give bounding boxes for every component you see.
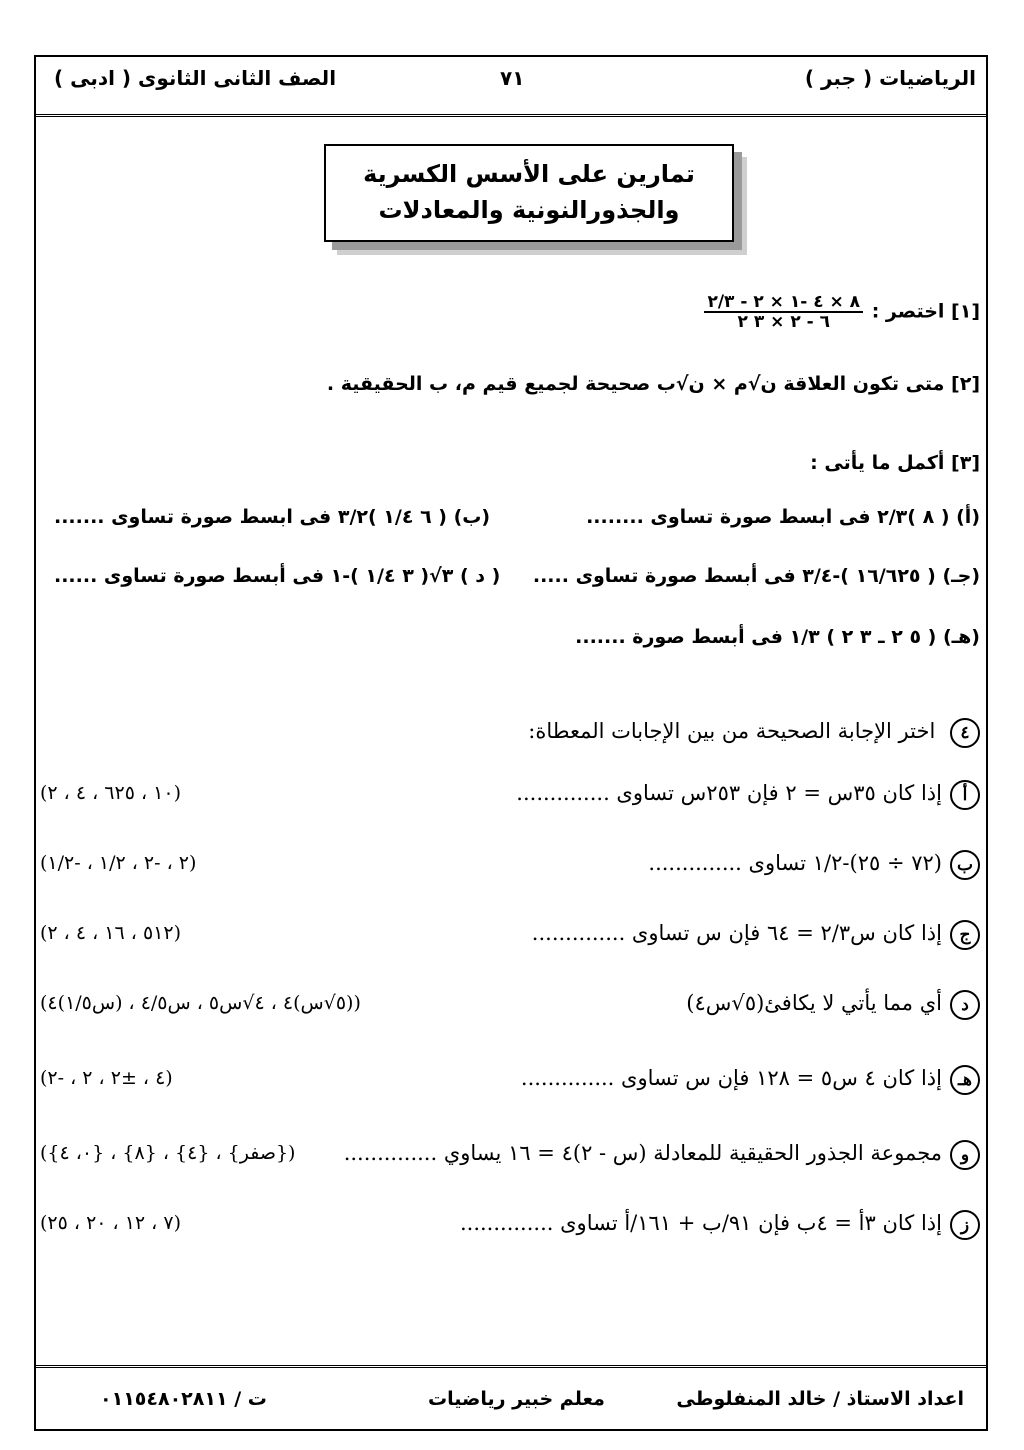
header-subject: الرياضيات ( جبر ) <box>804 66 976 90</box>
title-line-1: تمارين على الأسس الكسرية <box>363 160 695 188</box>
question-4-heading <box>528 718 980 748</box>
mcq-item <box>344 1140 980 1170</box>
mcq-item <box>686 990 980 1020</box>
mcq-item-options: (٥١٢ ، ١٦ ، ٤ ، ٢) <box>40 922 181 944</box>
title-line-2: والجذورالنونية والمعادلات <box>378 196 680 224</box>
mcq-item-letter: هـ <box>950 1065 980 1095</box>
footer-role: معلم خبير رياضيات <box>428 1388 605 1410</box>
question-3c: (جـ) ( ١٦/٦٢٥ )‑٣/٤ فى أبسط صورة تساوى ..... <box>532 565 980 587</box>
mcq-item-letter: د <box>950 990 980 1020</box>
question-1-numerator: ٨ × ٤ ‑١ × ٢ ‑ ٢/٣ <box>704 293 863 313</box>
question-4-number: ٤ <box>950 718 980 748</box>
header-page-number: ٧١ <box>500 66 525 90</box>
mcq-item-options: (٧ ، ١٢ ، ٢٠ ، ٢٥) <box>40 1212 181 1234</box>
mcq-item-question: إذا كان ٣٥س = ٢ فإن ٢٥٣س تساوى .............. <box>516 781 942 805</box>
question-1-label: [١] اختصر : <box>871 300 980 323</box>
question-1-denominator: ٦ ‑ ٢ × ٣ ٢ <box>737 312 830 332</box>
header-rule <box>36 114 986 117</box>
question-4-label: اختر الإجابة الصحيحة من بين الإجابات المعطاة: <box>528 719 936 743</box>
mcq-item <box>521 1065 980 1095</box>
question-2: [٢] متى تكون العلاقة ن√م × ن√ب صحيحة لجميع قيم م، ب الحقيقية . <box>326 373 980 395</box>
title-box <box>324 144 734 242</box>
mcq-item-options: (١٠ ، ٦٢٥ ، ٤ ، ٢) <box>40 782 181 804</box>
mcq-item <box>532 920 980 950</box>
footer-author: اعداد الاستاذ / خالد المنفلوطى <box>676 1388 964 1410</box>
mcq-item-letter: ز <box>950 1210 980 1240</box>
mcq-item-question: أي مما يأتي لا يكافئ(٥√س٤) <box>686 991 942 1015</box>
question-3d: ( د ) ٣√( ٣ ١/٤ )‑١ فى أبسط صورة تساوى ...... <box>54 565 501 587</box>
mcq-item-options: ((٥√س)٤ ، ٤√س٥ ، س٤/٥ ، (س١/٥)٤) <box>40 992 361 1014</box>
mcq-item-letter: ج <box>950 920 980 950</box>
mcq-item-letter: و <box>950 1140 980 1170</box>
mcq-item-letter: أ <box>950 780 980 810</box>
footer-rule <box>36 1365 986 1368</box>
question-3a: (أ) ( ٨ )٢/٣ فى ابسط صورة تساوى ........ <box>586 506 980 528</box>
header-grade: الصف الثانى الثانوى ( ادبى ) <box>54 66 337 90</box>
mcq-item-question: مجموعة الجذور الحقيقية للمعادلة (س ‑ ٢)٤ = ١٦ يساوي .............. <box>343 1141 942 1165</box>
mcq-item-question: إذا كان ٤ س٥ = ١٢٨ فإن س تساوى .............. <box>520 1066 942 1090</box>
mcq-item-options: ({صفر} ، {٤} ، {٨} ، {٠، ٤}) <box>40 1142 296 1164</box>
question-3b: (ب) ( ٦ ١/٤ )٣/٢ فى ابسط صورة تساوى ....... <box>54 506 491 528</box>
question-1 <box>702 293 980 331</box>
mcq-item <box>460 1210 980 1240</box>
footer-phone: ت / ٠١١٥٤٨٠٢٨١١ <box>100 1388 267 1410</box>
mcq-item <box>648 850 980 880</box>
question-1-fraction <box>704 293 863 331</box>
mcq-item-question: إذا كان س٢/٣ = ٦٤ فإن س تساوى .............. <box>531 921 942 945</box>
question-3-label: [٣] أكمل ما يأتى : <box>810 452 980 474</box>
question-3e: (هـ) ( ٥ ٢ ـ ٣ ٢ ) ١/٣ فى أبسط صورة ....... <box>575 626 980 648</box>
mcq-item-options: (٤ ، ±٢ ، ٢ ، ‑٢) <box>40 1067 173 1089</box>
mcq-item <box>516 780 980 810</box>
mcq-item-question: (٧٢ ÷ ٢٥)‑١/٢ تساوى .............. <box>648 851 942 875</box>
mcq-item-options: (٢ ، ‑٢ ، ١/٢ ، ‑١/٢) <box>40 852 197 874</box>
mcq-item-question: إذا كان ٣أ = ٤ب فإن ٩١/ب + ١٦١/أ تساوى .............. <box>459 1211 942 1235</box>
mcq-item-letter: ب <box>950 850 980 880</box>
